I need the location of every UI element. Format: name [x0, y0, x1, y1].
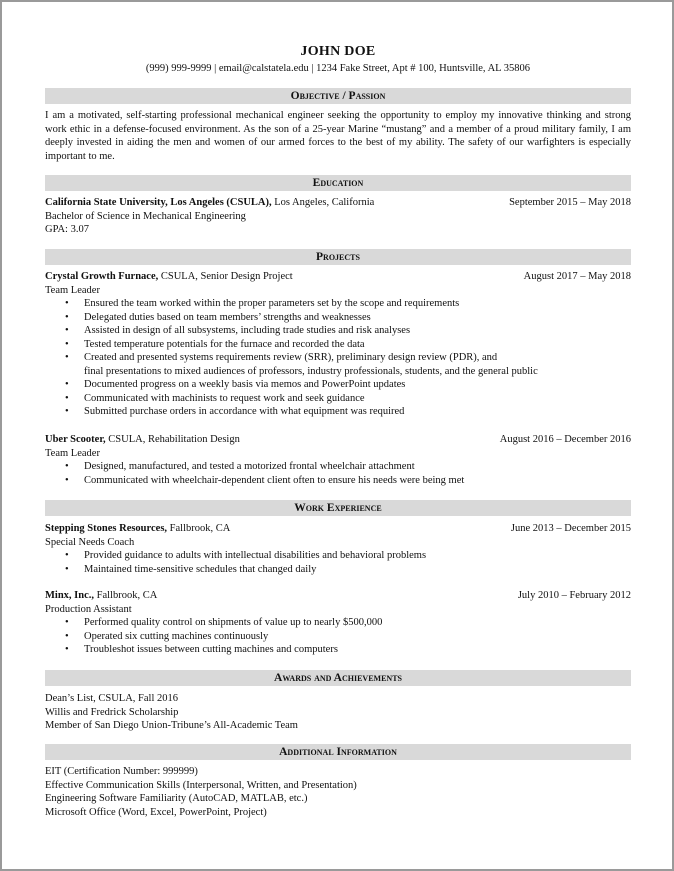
- employer-location: Fallbrook, CA: [94, 590, 158, 601]
- additional-list: [45, 765, 631, 819]
- work-title-row: [45, 589, 631, 603]
- candidate-name: JOHN DOE: [300, 44, 376, 59]
- work-entry: [45, 589, 631, 657]
- section-header-objective: Objective / Passion: [45, 88, 631, 104]
- project-name: Crystal Growth Furnace,: [45, 271, 159, 282]
- work-role: Production Assistant: [45, 603, 132, 615]
- project-bullets: [45, 297, 631, 419]
- bullet-item: • Ensured the team worked within the proper parameters set by the scope and requirements: [45, 297, 631, 311]
- project-dates: August 2017 – May 2018: [523, 271, 631, 282]
- bullet-item: • Provided guidance to adults with intellectual disabilities and behavioral problems: [45, 549, 631, 563]
- bullet-continuation: final presentations to mixed audiences of professors, industry professionals, students, and the general public: [84, 365, 538, 377]
- additional-item: Microsoft Office (Word, Excel, PowerPoint, Project): [45, 806, 267, 818]
- school-name: California State University, Los Angeles (CSULA),: [45, 197, 272, 208]
- award-item: Willis and Fredrick Scholarship: [45, 706, 179, 718]
- work-bullets: [45, 616, 631, 657]
- employer-name: Stepping Stones Resources,: [45, 523, 168, 534]
- section-header-projects: Projects: [45, 249, 631, 265]
- work-entry: [45, 522, 631, 576]
- degree: Bachelor of Science in Mechanical Engineering: [45, 210, 246, 222]
- work-role: Special Needs Coach: [45, 536, 135, 548]
- project-role: Team Leader: [45, 447, 100, 459]
- gpa: GPA: 3.07: [45, 224, 89, 235]
- project-context: CSULA, Rehabilitation Design: [105, 434, 240, 445]
- project-dates: August 2016 – December 2016: [499, 434, 631, 445]
- section-header-awards: Awards and Achievements: [45, 670, 631, 686]
- bullet-item: • Assisted in design of all subsystems, including trade studies and risk analyses: [45, 324, 631, 338]
- bullet-item: • Maintained time-sensitive schedules that changed daily: [45, 563, 631, 577]
- bullet-item: • Created and presented systems requirements review (SRR), preliminary design review (PDR), and: [45, 351, 631, 365]
- project-title-row: [45, 433, 631, 447]
- bullet-item: • Designed, manufactured, and tested a motorized frontal wheelchair attachment: [45, 460, 631, 474]
- awards-list: [45, 692, 631, 733]
- additional-item: EIT (Certification Number: 999999): [45, 766, 198, 777]
- work-title-row: [45, 522, 631, 536]
- additional-item: Effective Communication Skills (Interpersonal, Written, and Presentation): [45, 779, 357, 791]
- objective-text: I am a motivated, self-starting professional mechanical engineer seeking the opportunity to employ my innovative thinking and strong work ethic in a defense-focused environment. As the son of a 25-year Marine “mustang” and a member of a proud military family, I am deeply invested in aiding the men and women of our armed forces to the best of my ability. The safety of our warfighters is especially important to me.: [45, 110, 631, 162]
- award-item: Dean’s List, CSULA, Fall 2016: [45, 693, 178, 704]
- project-role: Team Leader: [45, 284, 100, 296]
- project-entry: [45, 433, 631, 487]
- section-header-work: Work Experience: [45, 500, 631, 516]
- project-title-row: [45, 270, 631, 284]
- bullet-item: • Performed quality control on shipments of value up to nearly $500,000: [45, 616, 631, 630]
- bullet-item: • Troubleshot issues between cutting machines and computers: [45, 643, 631, 657]
- education-dates: September 2015 – May 2018: [509, 197, 631, 208]
- project-entry: [45, 270, 631, 419]
- bullet-item: • Submitted purchase orders in accordance with what equipment was required: [45, 405, 631, 419]
- work-dates: June 2013 – December 2015: [510, 523, 631, 534]
- project-context: CSULA, Senior Design Project: [158, 271, 293, 282]
- employer-location: Fallbrook, CA: [167, 523, 231, 534]
- bullet-item: • Delegated duties based on team members’ strengths and weaknesses: [45, 311, 631, 325]
- project-bullets: [45, 460, 631, 487]
- bullet-item: • Communicated with machinists to request work and seek guidance: [45, 392, 631, 406]
- work-dates: July 2010 – February 2012: [517, 590, 631, 601]
- work-bullets: [45, 549, 631, 576]
- school-location: Los Angeles, California: [271, 197, 375, 208]
- contact-line: (999) 999-9999 | email@calstatela.edu | 1234 Fake Street, Apt # 100, Huntsville, AL 35806: [145, 63, 531, 74]
- bullet-item: • Operated six cutting machines continuously: [45, 630, 631, 644]
- project-name: Uber Scooter,: [45, 434, 106, 445]
- bullet-item: • Communicated with wheelchair-dependent client often to ensure his needs were being met: [45, 474, 631, 488]
- award-item: Member of San Diego Union-Tribune’s All-Academic Team: [45, 720, 298, 731]
- section-header-additional: Additional Information: [45, 744, 631, 760]
- education-school-row: [45, 196, 631, 210]
- employer-name: Minx, Inc.,: [45, 590, 95, 601]
- additional-item: Engineering Software Familiarity (AutoCAD, MATLAB, etc.): [45, 793, 308, 804]
- bullet-item: • Documented progress on a weekly basis via memos and PowerPoint updates: [45, 378, 631, 392]
- section-header-education: Education: [45, 175, 631, 191]
- education-block: [45, 196, 631, 237]
- bullet-item: • Tested temperature potentials for the furnace and recorded the data: [45, 338, 631, 352]
